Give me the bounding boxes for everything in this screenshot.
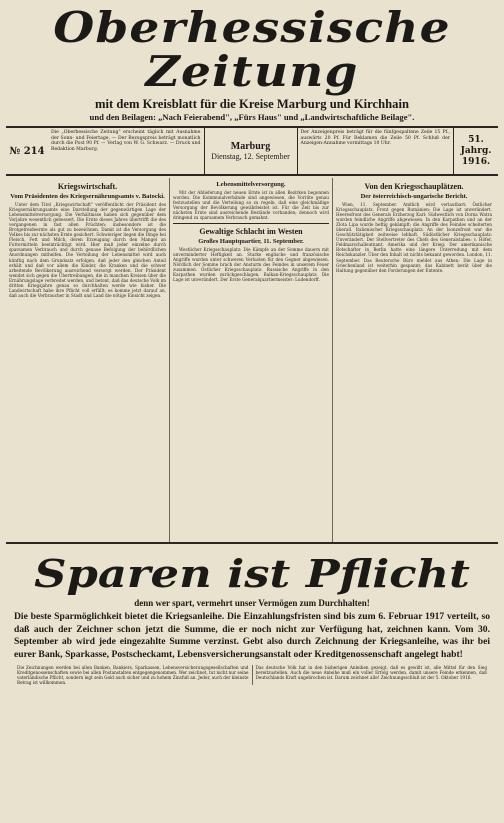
article-columns <box>6 178 498 542</box>
article-subheading-kriegswirtschaft: Vom Präsidenten des Kriegsernährungsamts v. Batocki. <box>10 193 165 200</box>
issue-number: № 214 <box>9 145 45 157</box>
article-heading-schlacht: Gewaltige Schlacht im Westen <box>199 227 303 237</box>
article-paragraph: Westlicher Kriegsschauplatz: Die Kämpfe an der Somme dauern mit unverminderter Heftigkeit an. Starke englische und französische Angriffe wurden unter schweren Verlusten für den Gegner abgewiesen. Nördlich der Somme brach der Ansturm des Feindes in unserem Feuer zusammen. Östlicher Kriegsschauplatz: Russische Angriffe in den Karpathen wurden zurückgeschlagen. Balkan-Kriegsschauplatz: Die Lage ist unverändert. Der Erste Generalquartiermeister: Ludendorff. <box>173 246 329 283</box>
column-2 <box>169 178 332 542</box>
volume-year: 51. Jahrg. 1916. <box>453 128 498 174</box>
ad-lead-text: Die beste Sparmöglichkeit bietet die Kriegsanleihe. Die Einzahlungsfristen sind bis zum 6. Februar 1917 verteilt, so daß auch der Zeichner schon jetzt die Summe, die er noch nicht zur Verfügung hat, zeichnen kann. Vom 30. September ab wird jede eingezahlte Summe verzinst. Gebt also durch Zeichnung der Kriegsanleihe, was ihr bei eurer Bank, Sparkasse, Postscheckamt, Lebensversicherungsanstalt oder Kreditgenossenschaft angelegt habt! <box>14 611 490 660</box>
column-3 <box>332 178 495 542</box>
article-body-lebensmittel <box>173 190 329 221</box>
info-bar <box>6 126 498 174</box>
article-paragraph: Mit der Ablieferung der neuen Ernte ist in allen Bezirken begonnen worden. Die Kommunalverbände sind angewiesen, die Vorräte genau festzustellen und die Verteilung so zu regeln, daß eine gleichmäßige Versorgung der Bevölkerung gewährleistet ist. Für die Zeit bis zur nächsten Ernte sind ausreichende Bestände vorhanden; dennoch wird dringend zu sparsamem Verbrauch gemahnt. <box>173 189 329 220</box>
dateline-date: Dienstag, 12. September <box>211 152 290 161</box>
newspaper-supplements: und den Beilagen: „Nach Feierabend", „Fürs Haus" und „Landwirtschaftliche Beilage". <box>89 112 415 122</box>
ad-headline: Sparen ist Pflicht <box>34 551 470 596</box>
article-paragraph: Unter dem Titel „Kriegswirtschaft" veröffentlicht der Präsident des Kriegsernährungsamts eine Darstellung der gegenwärtigen Lage der Lebensmittelversorgung. Die Verhältnisse haben sich gegenüber dem Vorjahre wesentlich gebessert. Die Ernte dieses Jahres übertrifft die des vergangenen in fast allen Früchten; insbesondere ist die Brotgetreideernte als gut zu bezeichnen. Damit ist die Versorgung des Volkes bis zur nächsten Ernte gesichert. Schwieriger liegen die Dinge bei Fleisch, Fett und Milch, deren Erzeugung durch den Mangel an Futtermitteln beeinträchtigt wird. Hier muß jeder einzelne durch sparsamen Verbrauch und durch genaue Befolgung der behördlichen Anordnungen mithelfen. Die Verteilung der Lebensmittel wird auch künftig nach dem Grundsatz erfolgen, daß jeder den gleichen Anteil erhält und daß vor allem die Kinder, die Kranken und die schwer arbeitende Bevölkerung ausreichend versorgt werden. Der Präsident wendet sich gegen die Übertreibungen, die in manchen Kreisen über die Ernährungslage verbreitet werden, und betont, daß das deutsche Volk im dritten Kriegsjahre genau so durchhalten werde wie bisher. Die Landwirtschaft habe ihre Pflicht voll erfüllt; es komme jetzt darauf an, daß auch die Verbraucher in Stadt und Land die nötige Einsicht zeigen. <box>9 201 166 299</box>
ad-columns <box>14 665 490 685</box>
column-1 <box>6 178 169 542</box>
article-subheading-schlacht: Großes Hauptquartier, 11. September. <box>198 238 304 246</box>
article-heading-kriegsschauplaetze: Von den Kriegsschauplätzen. <box>364 182 464 191</box>
article-heading-kriegswirtschaft: Kriegswirtschaft. <box>57 182 118 191</box>
subscription-info: Die „Oberhessische Zeitung" erscheint täglich mit Ausnahme der Sonn- und Feiertage. — Der Bezugspreis beträgt monatlich durch die Post 90 Pf. — Verlag von W. G. Schwarz. — Druck und Redaktion Marburg. <box>51 130 201 152</box>
article-body-schlacht <box>173 247 329 283</box>
article-divider <box>173 223 329 224</box>
article-heading-lebensmittel: Lebensmittelversorgung. <box>216 181 286 188</box>
article-subheading-kriegsschauplaetze: Der österreichisch-ungarische Bericht. <box>360 193 468 200</box>
header-rule <box>6 174 498 176</box>
ad-column-b: Das deutsche Volk hat in den bisherigen Anleihen gezeigt, daß es gewillt ist, alle Mittel für den Sieg bereitzustellen. Auch die neue Anleihe muß ein voller Erfolg werden, damit unsere Feinde erkennen, daß Deutschlands Kraft ungebrochen ist. Darum zeichnet alle! Zeichnungsschluß ist der 5. Oktober 1916. <box>252 665 491 685</box>
article-paragraph: Wien, 11. September. Amtlich wird verlautbart: Östlicher Kriegsschauplatz. Front gegen Rumänien: Die Lage ist unverändert. Heeresfront des Generals Erzherzog Karl: Südwestlich von Dorna Watra wurden feindliche Angriffe abgewiesen. In den Karpathen und an der Zlota Lipa wurde heftig gekämpft; die Angriffe des Feindes scheiterten überall. Italienischer Kriegsschauplatz: An der Isonzofront war die Geschütztätigkeit zeitweise lebhaft. Südöstlicher Kriegsschauplatz: Unverändert. Der Stellvertreter des Chefs des Generalstabes: v. Höfer, Feldmarschalleutnant. Amerika und der Krieg: Der amerikanische Botschafter in Berlin hatte eine längere Unterredung mit dem Reichskanzler. Über den Inhalt ist nichts bekannt geworden. London, 11. September. Das Reutersche Büro meldet aus Athen: Die Lage in Griechenland ist weiterhin gespannt; das Kabinett berät über die Haltung gegenüber den Forderungen der Entente. <box>336 201 492 273</box>
war-bond-advertisement <box>6 542 498 823</box>
newspaper-subtitle: mit dem Kreisblatt für die Kreise Marburg und Kirchhain <box>95 97 409 111</box>
masthead <box>6 3 498 123</box>
dateline <box>204 128 298 174</box>
ad-subline: denn wer spart, vermehrt unser Vermögen zum Durchhalten! <box>134 598 370 608</box>
article-body-kriegsschauplaetze <box>336 202 492 273</box>
article-body-kriegswirtschaft <box>9 202 166 299</box>
dateline-city: Marburg <box>230 141 271 152</box>
newspaper-title: Oberhessische Zeitung <box>53 3 451 96</box>
advertising-info: Der Anzeigenpreis beträgt für die fünfgespaltene Zeile 15 Pf., auswärts 20 Pf. Für Reklamen die Zeile 50 Pf. Schluß der Anzeigen-Annahme vormittags 10 Uhr. <box>300 130 450 147</box>
ad-column-a: Die Zeichnungen werden bei allen Banken, Bankiers, Sparkassen, Lebensversicherungsgesellschaften und Kreditgenossenschaften sowie bei allen Postanstalten entgegengenommen. Wer zeichnet, tut nicht nur seine vaterländische Pflicht, sondern legt sein Geld auch sicher und zu hohem Zinsfuß an. Jeder, auch der kleinste Betrag ist willkommen. <box>17 665 249 686</box>
